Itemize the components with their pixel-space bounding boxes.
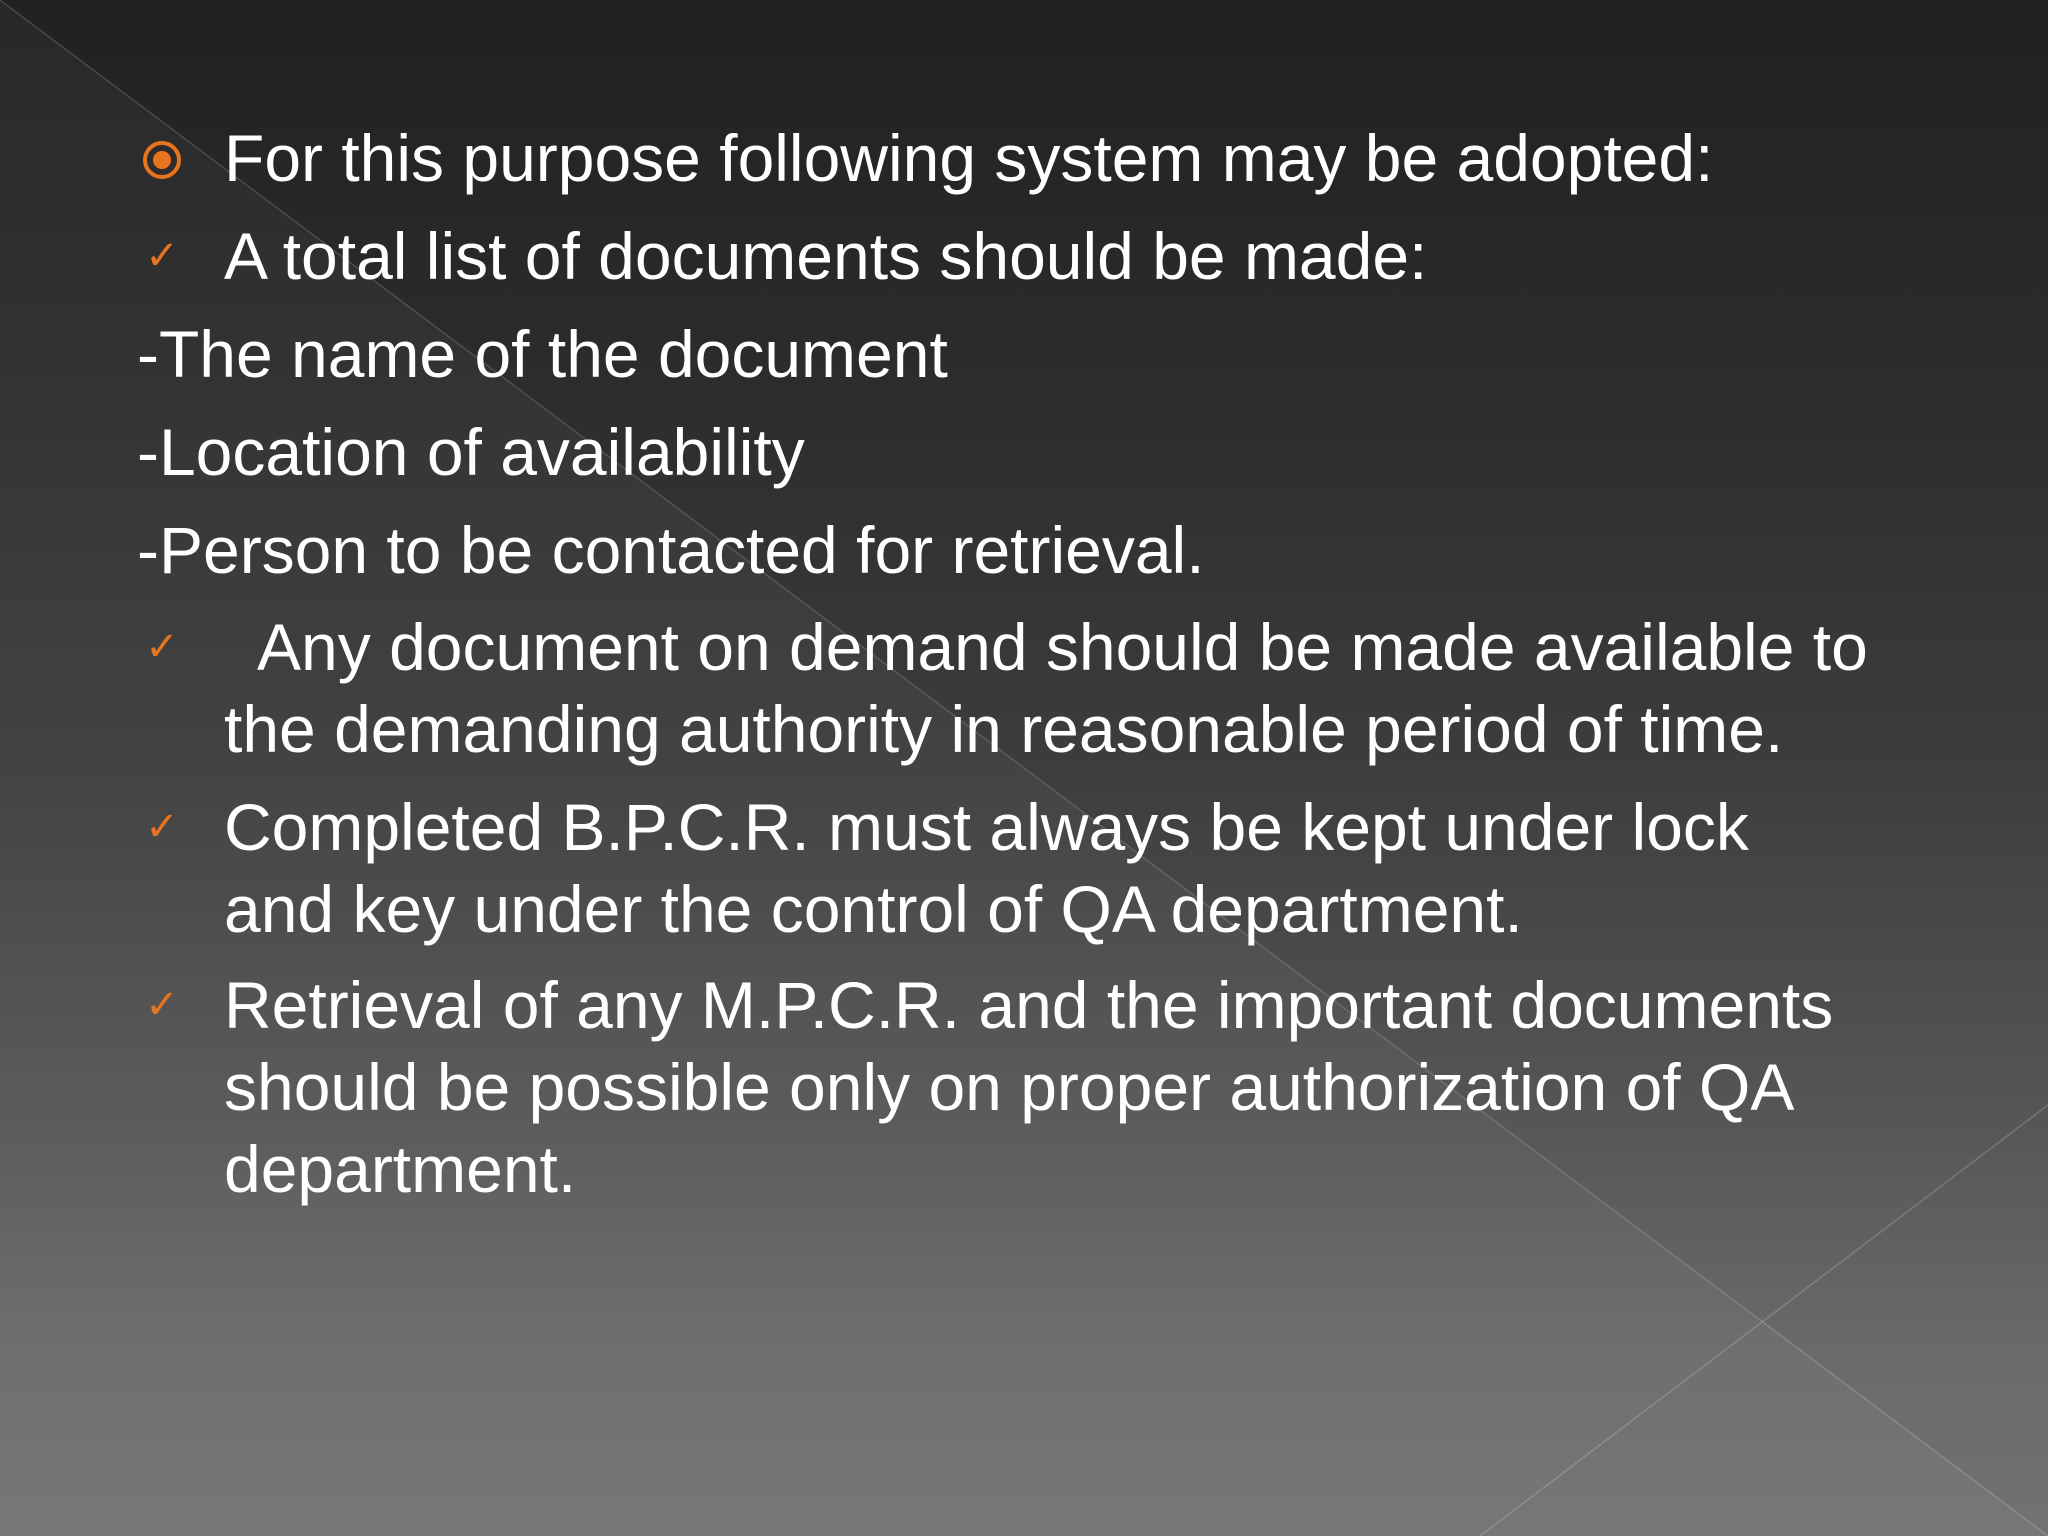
list-item-on-demand-line-2: the demanding authority in reasonable period of time. — [224, 692, 1784, 766]
list-item-on-demand-line-1: Any document on demand should be made available to — [224, 610, 1868, 684]
sub-item-location: -Location of availability — [137, 415, 805, 489]
list-item-bpcr-line-2: and key under the control of QA department. — [224, 872, 1523, 946]
checkmark-icon: ✓ — [145, 982, 179, 1028]
list-item-retrieval-line-2: should be possible only on proper authorization of QA — [224, 1050, 1795, 1124]
circled-dot-icon — [138, 136, 186, 184]
checkmark-icon: ✓ — [145, 233, 179, 279]
checkmark-icon: ✓ — [145, 624, 179, 670]
intro-text: For this purpose following system may be adopted: — [224, 121, 1714, 195]
checkmark-icon: ✓ — [145, 804, 179, 850]
list-item-retrieval-line-3: department. — [224, 1132, 577, 1206]
list-item-bpcr-line-1: Completed B.P.C.R. must always be kept under lock — [224, 790, 1749, 864]
list-item-total-list: A total list of documents should be made: — [224, 219, 1428, 293]
sub-item-document-name: -The name of the document — [137, 317, 948, 391]
sub-item-contact-person: -Person to be contacted for retrieval. — [137, 513, 1205, 587]
list-item-retrieval-line-1: Retrieval of any M.P.C.R. and the important documents — [224, 968, 1834, 1042]
